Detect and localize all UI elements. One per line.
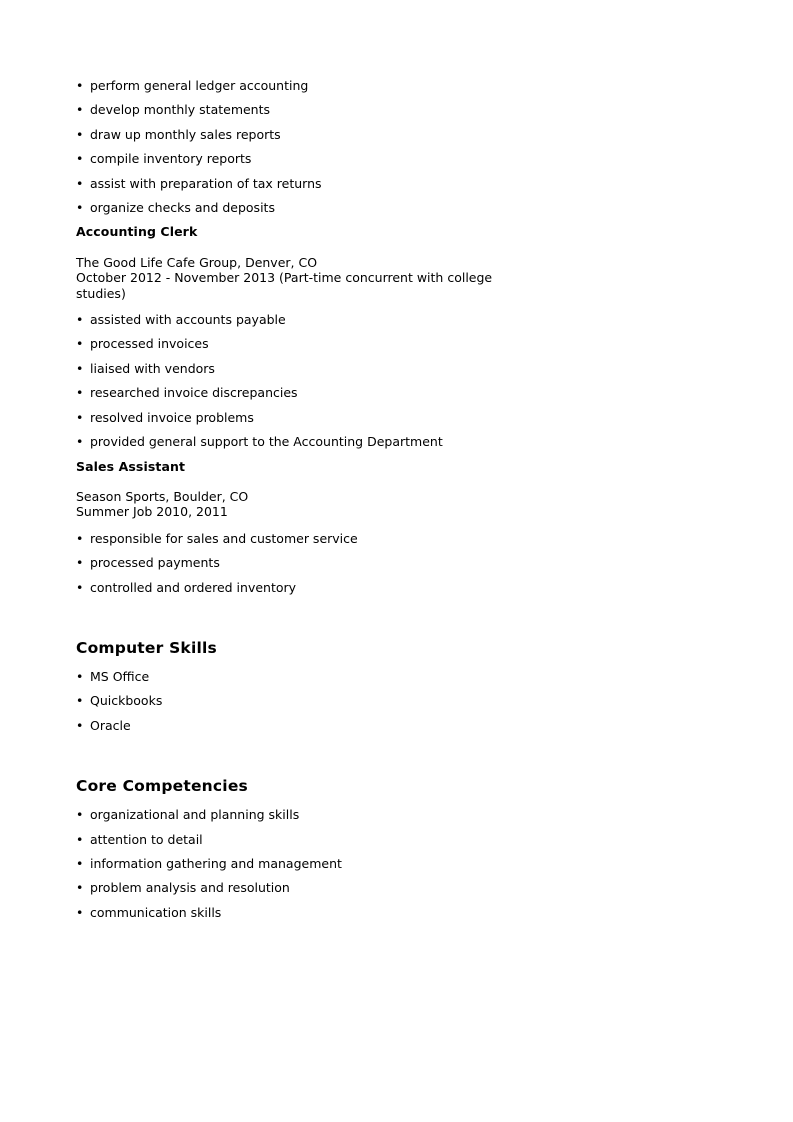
first-job-duties-list xyxy=(76,74,528,220)
list-item xyxy=(76,803,528,827)
list-item xyxy=(76,147,528,171)
bullet-icon: • xyxy=(76,807,84,823)
list-item xyxy=(76,123,528,147)
list-item-label: controlled and ordered inventory xyxy=(90,579,297,595)
list-item xyxy=(76,714,528,738)
bullet-icon: • xyxy=(76,78,84,93)
list-item-label: MS Office xyxy=(90,668,150,684)
job-title-sales-assistant: Sales Assistant xyxy=(76,458,186,474)
bullet-icon: • xyxy=(76,151,84,167)
bullet-icon: • xyxy=(76,126,84,142)
job-meta-sales-assistant xyxy=(76,489,528,520)
list-item-label: develop monthly statements xyxy=(90,102,271,118)
spacer xyxy=(76,738,528,776)
list-item-label: information gathering and management xyxy=(90,855,342,871)
core-competencies-list xyxy=(76,803,528,925)
resume-content xyxy=(76,74,528,925)
spacer xyxy=(76,520,528,527)
bullet-icon: • xyxy=(76,831,84,847)
bullet-icon: • xyxy=(76,530,84,546)
list-item-label: Quickbooks xyxy=(90,693,163,709)
list-item xyxy=(76,665,528,689)
list-item xyxy=(76,828,528,852)
employer-label: The Good Life Cafe Group, Denver, CO xyxy=(76,254,318,270)
bullet-icon: • xyxy=(76,175,84,191)
list-item-label: attention to detail xyxy=(90,831,203,847)
list-item xyxy=(76,196,528,220)
list-item-label: resolved invoice problems xyxy=(90,409,254,425)
bullet-icon: • xyxy=(76,668,84,684)
list-item-label: provided general support to the Accounting Department xyxy=(90,434,443,450)
list-item xyxy=(76,430,528,454)
bullet-icon: • xyxy=(76,200,84,216)
bullet-icon: • xyxy=(76,579,84,595)
list-item-label: perform general ledger accounting xyxy=(90,78,309,93)
employer-label: Season Sports, Boulder, CO xyxy=(76,488,249,504)
list-item-label: communication skills xyxy=(90,904,222,920)
section-heading-computer-skills: Computer Skills xyxy=(76,638,217,657)
list-item-label: draw up monthly sales reports xyxy=(90,126,281,142)
bullet-icon: • xyxy=(76,360,84,376)
list-item xyxy=(76,98,528,122)
bullet-icon: • xyxy=(76,336,84,352)
accounting-clerk-duties-list xyxy=(76,308,528,454)
bullet-icon: • xyxy=(76,385,84,401)
list-item xyxy=(76,551,528,575)
list-item-label: assisted with accounts payable xyxy=(90,312,286,328)
bullet-icon: • xyxy=(76,434,84,450)
list-item-label: problem analysis and resolution xyxy=(90,880,290,896)
list-item-label: compile inventory reports xyxy=(90,151,252,167)
computer-skills-list xyxy=(76,665,528,738)
bullet-icon: • xyxy=(76,409,84,425)
spacer xyxy=(76,301,528,308)
list-item-label: processed payments xyxy=(90,555,220,571)
bullet-icon: • xyxy=(76,693,84,709)
list-item-label: organize checks and deposits xyxy=(90,200,275,216)
list-item xyxy=(76,332,528,356)
list-item xyxy=(76,689,528,713)
list-item-label: responsible for sales and customer service xyxy=(90,530,358,546)
bullet-icon: • xyxy=(76,880,84,896)
list-item xyxy=(76,172,528,196)
bullet-icon: • xyxy=(76,855,84,871)
list-item xyxy=(76,901,528,925)
spacer xyxy=(76,796,528,803)
list-item-label: assist with preparation of tax returns xyxy=(90,175,322,191)
list-item xyxy=(76,876,528,900)
list-item xyxy=(76,852,528,876)
list-item xyxy=(76,576,528,600)
bullet-icon: • xyxy=(76,904,84,920)
list-item-label: researched invoice discrepancies xyxy=(90,385,298,401)
job-meta-accounting-clerk xyxy=(76,255,528,301)
list-item xyxy=(76,406,528,430)
job-dates-label: Summer Job 2010, 2011 xyxy=(76,504,228,520)
job-title-accounting-clerk: Accounting Clerk xyxy=(76,224,198,240)
spacer xyxy=(76,658,528,665)
list-item xyxy=(76,527,528,551)
list-item xyxy=(76,308,528,332)
spacer xyxy=(76,600,528,638)
list-item-label: Oracle xyxy=(90,717,131,733)
section-heading-core-competencies: Core Competencies xyxy=(76,777,248,796)
bullet-icon: • xyxy=(76,312,84,328)
sales-assistant-duties-list xyxy=(76,527,528,600)
list-item xyxy=(76,357,528,381)
bullet-icon: • xyxy=(76,717,84,733)
list-item-label: organizational and planning skills xyxy=(90,807,300,823)
bullet-icon: • xyxy=(76,102,84,118)
job-dates-label: October 2012 - November 2013 (Part-time concurrent with college studies) xyxy=(76,270,493,301)
list-item-label: liaised with vendors xyxy=(90,360,215,376)
bullet-icon: • xyxy=(76,555,84,571)
list-item xyxy=(76,381,528,405)
list-item xyxy=(76,74,528,98)
list-item-label: processed invoices xyxy=(90,336,209,352)
